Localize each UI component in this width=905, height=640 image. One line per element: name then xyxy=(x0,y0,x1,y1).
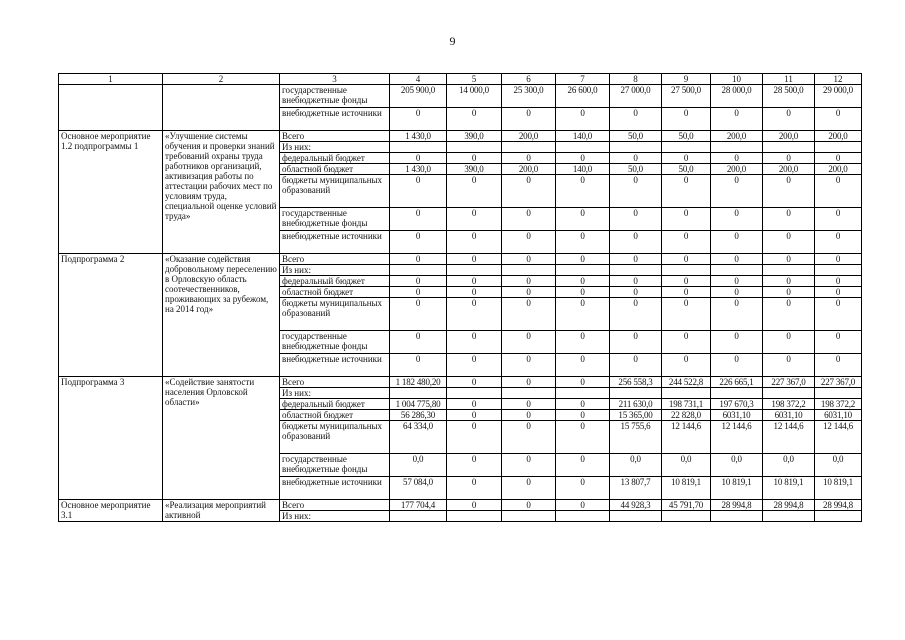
program-name-cell: Подпрограмма 2 xyxy=(59,254,163,377)
amount-cell: 0 xyxy=(610,108,662,131)
amount-cell: 0 xyxy=(447,231,502,254)
amount-cell: 64 334,0 xyxy=(390,421,447,454)
amount-cell xyxy=(763,265,815,276)
program-title-cell: «Улучшение системы обучения и проверки знаний требований охраны труда работников организаций, активизация работы по аттестации рабочих мест по условиям труда, специальной оценке условий труда» xyxy=(163,131,280,254)
amount-cell: 0 xyxy=(390,153,447,164)
amount-cell xyxy=(711,388,763,399)
amount-cell: 0 xyxy=(711,208,763,231)
amount-cell: 0 xyxy=(763,153,815,164)
amount-cell: 0 xyxy=(662,276,711,287)
amount-cell: 6031,10 xyxy=(711,410,763,421)
amount-cell: 0 xyxy=(390,208,447,231)
amount-cell: 0 xyxy=(763,276,815,287)
amount-cell: 0 xyxy=(556,454,610,477)
table-row xyxy=(59,377,862,388)
amount-cell: 28 000,0 xyxy=(711,85,763,108)
amount-cell: 0 xyxy=(815,208,862,231)
amount-cell: 0,0 xyxy=(711,454,763,477)
amount-cell: 198 731,1 xyxy=(662,399,711,410)
amount-cell: 0 xyxy=(447,208,502,231)
table-row xyxy=(59,500,862,511)
amount-cell: 0 xyxy=(815,298,862,331)
amount-cell: 14 000,0 xyxy=(447,85,502,108)
amount-cell: 0 xyxy=(447,377,502,388)
amount-cell xyxy=(763,142,815,153)
amount-cell xyxy=(815,388,862,399)
funding-source-cell: Из них: xyxy=(280,511,390,522)
amount-cell: 0 xyxy=(610,254,662,265)
amount-cell: 0 xyxy=(556,399,610,410)
column-header: 2 xyxy=(163,74,280,85)
amount-cell: 0 xyxy=(763,287,815,298)
column-header: 1 xyxy=(59,74,163,85)
amount-cell xyxy=(610,142,662,153)
amount-cell: 0 xyxy=(390,354,447,377)
amount-cell: 10 819,1 xyxy=(763,477,815,500)
amount-cell: 0 xyxy=(556,276,610,287)
amount-cell: 0 xyxy=(502,231,556,254)
amount-cell: 0 xyxy=(390,231,447,254)
amount-cell: 0 xyxy=(610,231,662,254)
amount-cell: 0 xyxy=(502,354,556,377)
amount-cell: 0 xyxy=(556,108,610,131)
amount-cell: 0 xyxy=(502,208,556,231)
funding-source-cell: федеральный бюджет xyxy=(280,399,390,410)
amount-cell: 0 xyxy=(556,287,610,298)
amount-cell: 28 500,0 xyxy=(763,85,815,108)
amount-cell: 0 xyxy=(447,421,502,454)
funding-source-cell: Из них: xyxy=(280,388,390,399)
amount-cell: 0 xyxy=(815,175,862,208)
amount-cell: 0 xyxy=(556,254,610,265)
amount-cell: 0 xyxy=(556,377,610,388)
amount-cell: 0 xyxy=(447,153,502,164)
amount-cell: 0 xyxy=(502,254,556,265)
funding-source-cell: государственные внебюджетные фонды xyxy=(280,454,390,477)
funding-source-cell: областной бюджет xyxy=(280,287,390,298)
amount-cell: 0 xyxy=(390,175,447,208)
amount-cell: 0 xyxy=(815,108,862,131)
amount-cell: 6031,10 xyxy=(763,410,815,421)
amount-cell: 45 791,70 xyxy=(662,500,711,511)
amount-cell: 0 xyxy=(662,254,711,265)
amount-cell: 0 xyxy=(502,500,556,511)
amount-cell: 0 xyxy=(447,331,502,354)
amount-cell: 1 430,0 xyxy=(390,164,447,175)
amount-cell: 0 xyxy=(815,354,862,377)
amount-cell: 0 xyxy=(662,354,711,377)
amount-cell: 0 xyxy=(763,354,815,377)
amount-cell: 6031,10 xyxy=(815,410,862,421)
amount-cell xyxy=(662,142,711,153)
column-header: 12 xyxy=(815,74,862,85)
funding-source-cell: внебюджетные источники xyxy=(280,231,390,254)
amount-cell: 0 xyxy=(763,208,815,231)
amount-cell: 0 xyxy=(502,377,556,388)
funding-source-cell: государственные внебюджетные фонды xyxy=(280,331,390,354)
program-title-cell: «Содействие занятости населения Орловской области» xyxy=(163,377,280,500)
amount-cell: 27 000,0 xyxy=(610,85,662,108)
amount-cell: 0 xyxy=(662,208,711,231)
amount-cell: 0 xyxy=(711,354,763,377)
amount-cell: 50,0 xyxy=(662,164,711,175)
funding-source-cell: государственные внебюджетные фонды xyxy=(280,85,390,108)
amount-cell: 0 xyxy=(610,208,662,231)
amount-cell: 0 xyxy=(556,410,610,421)
amount-cell: 26 600,0 xyxy=(556,85,610,108)
program-name-cell: Основное мероприятие 1.2 подпрограммы 1 xyxy=(59,131,163,254)
amount-cell: 13 807,7 xyxy=(610,477,662,500)
amount-cell: 200,0 xyxy=(502,131,556,142)
amount-cell: 0 xyxy=(815,153,862,164)
amount-cell: 0,0 xyxy=(610,454,662,477)
amount-cell: 0 xyxy=(610,175,662,208)
amount-cell: 0 xyxy=(711,287,763,298)
table-row xyxy=(59,254,862,265)
amount-cell: 200,0 xyxy=(711,164,763,175)
amount-cell: 0 xyxy=(610,298,662,331)
amount-cell: 0 xyxy=(763,175,815,208)
amount-cell: 0 xyxy=(815,254,862,265)
amount-cell: 12 144,6 xyxy=(763,421,815,454)
amount-cell: 0 xyxy=(556,175,610,208)
amount-cell: 12 144,6 xyxy=(662,421,711,454)
amount-cell: 22 828,0 xyxy=(662,410,711,421)
amount-cell: 0 xyxy=(447,454,502,477)
amount-cell: 0 xyxy=(390,287,447,298)
amount-cell: 0 xyxy=(447,410,502,421)
funding-source-cell: внебюджетные источники xyxy=(280,354,390,377)
funding-source-cell: Всего xyxy=(280,254,390,265)
column-header: 3 xyxy=(280,74,390,85)
amount-cell: 0 xyxy=(815,276,862,287)
amount-cell xyxy=(390,388,447,399)
amount-cell: 15 755,6 xyxy=(610,421,662,454)
funding-source-cell: Всего xyxy=(280,500,390,511)
amount-cell: 0 xyxy=(662,231,711,254)
amount-cell: 0 xyxy=(502,287,556,298)
amount-cell: 0 xyxy=(763,231,815,254)
amount-cell: 0 xyxy=(763,254,815,265)
amount-cell: 0 xyxy=(390,276,447,287)
amount-cell xyxy=(390,142,447,153)
amount-cell: 0 xyxy=(447,276,502,287)
amount-cell: 1 004 775,80 xyxy=(390,399,447,410)
amount-cell: 200,0 xyxy=(711,131,763,142)
amount-cell: 0 xyxy=(502,276,556,287)
amount-cell: 15 365,00 xyxy=(610,410,662,421)
program-title-cell xyxy=(163,85,280,131)
amount-cell: 0 xyxy=(556,421,610,454)
amount-cell: 211 630,0 xyxy=(610,399,662,410)
amount-cell: 0 xyxy=(662,108,711,131)
amount-cell: 0 xyxy=(815,231,862,254)
budget-table xyxy=(58,73,862,522)
amount-cell xyxy=(763,511,815,522)
amount-cell: 0 xyxy=(502,153,556,164)
amount-cell: 140,0 xyxy=(556,131,610,142)
amount-cell: 0 xyxy=(390,254,447,265)
amount-cell: 227 367,0 xyxy=(763,377,815,388)
amount-cell: 0 xyxy=(711,108,763,131)
funding-source-cell: областной бюджет xyxy=(280,164,390,175)
amount-cell: 0 xyxy=(447,500,502,511)
amount-cell: 50,0 xyxy=(662,131,711,142)
amount-cell: 0 xyxy=(502,298,556,331)
amount-cell: 198 372,2 xyxy=(763,399,815,410)
amount-cell: 0 xyxy=(502,454,556,477)
amount-cell: 0 xyxy=(556,500,610,511)
funding-source-cell: бюджеты муниципальных образований xyxy=(280,421,390,454)
funding-source-cell: бюджеты муниципальных образований xyxy=(280,298,390,331)
amount-cell: 1 430,0 xyxy=(390,131,447,142)
amount-cell: 0 xyxy=(610,153,662,164)
amount-cell: 0 xyxy=(447,108,502,131)
amount-cell xyxy=(711,265,763,276)
amount-cell xyxy=(815,142,862,153)
amount-cell: 0 xyxy=(711,231,763,254)
amount-cell: 0 xyxy=(502,175,556,208)
amount-cell xyxy=(815,511,862,522)
amount-cell: 0 xyxy=(815,287,862,298)
amount-cell: 200,0 xyxy=(502,164,556,175)
amount-cell: 50,0 xyxy=(610,131,662,142)
amount-cell: 0 xyxy=(502,331,556,354)
program-title-cell: «Реализация мероприятий активной xyxy=(163,500,280,522)
amount-cell: 0 xyxy=(502,108,556,131)
amount-cell: 0 xyxy=(662,153,711,164)
amount-cell: 1 182 480,20 xyxy=(390,377,447,388)
column-header: 8 xyxy=(610,74,662,85)
amount-cell: 12 144,6 xyxy=(815,421,862,454)
amount-cell xyxy=(815,265,862,276)
amount-cell: 0,0 xyxy=(662,454,711,477)
amount-cell: 0 xyxy=(763,108,815,131)
amount-cell: 0 xyxy=(390,298,447,331)
amount-cell: 227 367,0 xyxy=(815,377,862,388)
amount-cell: 0 xyxy=(556,208,610,231)
amount-cell: 0 xyxy=(610,276,662,287)
amount-cell: 177 704,4 xyxy=(390,500,447,511)
amount-cell: 0 xyxy=(711,175,763,208)
amount-cell xyxy=(390,511,447,522)
amount-cell: 0 xyxy=(447,399,502,410)
funding-source-cell: бюджеты муниципальных образований xyxy=(280,175,390,208)
amount-cell: 10 819,1 xyxy=(711,477,763,500)
table-row xyxy=(59,131,862,142)
amount-cell xyxy=(763,388,815,399)
amount-cell: 198 372,2 xyxy=(815,399,862,410)
amount-cell xyxy=(662,511,711,522)
amount-cell xyxy=(610,388,662,399)
amount-cell: 0 xyxy=(556,354,610,377)
amount-cell: 0 xyxy=(502,477,556,500)
funding-source-cell: Всего xyxy=(280,377,390,388)
amount-cell: 0 xyxy=(556,298,610,331)
amount-cell: 28 994,8 xyxy=(815,500,862,511)
amount-cell: 0 xyxy=(763,298,815,331)
amount-cell: 0 xyxy=(711,276,763,287)
amount-cell: 0 xyxy=(556,331,610,354)
amount-cell: 0 xyxy=(390,108,447,131)
amount-cell xyxy=(610,265,662,276)
table-row xyxy=(59,85,862,108)
amount-cell: 197 670,3 xyxy=(711,399,763,410)
amount-cell: 256 558,3 xyxy=(610,377,662,388)
amount-cell: 200,0 xyxy=(763,164,815,175)
amount-cell: 0 xyxy=(447,477,502,500)
funding-source-cell: федеральный бюджет xyxy=(280,153,390,164)
funding-source-cell: областной бюджет xyxy=(280,410,390,421)
amount-cell: 0 xyxy=(556,231,610,254)
amount-cell: 44 928,3 xyxy=(610,500,662,511)
amount-cell: 140,0 xyxy=(556,164,610,175)
amount-cell: 0 xyxy=(610,331,662,354)
column-header: 10 xyxy=(711,74,763,85)
funding-source-cell: внебюджетные источники xyxy=(280,477,390,500)
funding-source-cell: Из них: xyxy=(280,265,390,276)
amount-cell: 200,0 xyxy=(815,164,862,175)
amount-cell: 0 xyxy=(711,254,763,265)
amount-cell xyxy=(711,511,763,522)
column-header: 5 xyxy=(447,74,502,85)
amount-cell: 0,0 xyxy=(390,454,447,477)
program-name-cell: Подпрограмма 3 xyxy=(59,377,163,500)
funding-source-cell: внебюджетные источники xyxy=(280,108,390,131)
amount-cell xyxy=(390,265,447,276)
column-header: 4 xyxy=(390,74,447,85)
amount-cell xyxy=(556,388,610,399)
amount-cell: 12 144,6 xyxy=(711,421,763,454)
amount-cell: 0 xyxy=(662,287,711,298)
amount-cell: 0 xyxy=(815,331,862,354)
amount-cell: 28 994,8 xyxy=(711,500,763,511)
amount-cell: 10 819,1 xyxy=(815,477,862,500)
amount-cell: 29 000,0 xyxy=(815,85,862,108)
amount-cell xyxy=(556,511,610,522)
amount-cell: 25 300,0 xyxy=(502,85,556,108)
amount-cell xyxy=(610,511,662,522)
amount-cell: 0 xyxy=(662,175,711,208)
column-header: 6 xyxy=(502,74,556,85)
amount-cell: 27 500,0 xyxy=(662,85,711,108)
amount-cell: 0 xyxy=(662,298,711,331)
amount-cell: 0,0 xyxy=(763,454,815,477)
funding-source-cell: федеральный бюджет xyxy=(280,276,390,287)
program-name-cell: Основное мероприятие 3.1 xyxy=(59,500,163,522)
amount-cell: 0 xyxy=(556,477,610,500)
amount-cell: 390,0 xyxy=(447,131,502,142)
page-number: 9 xyxy=(449,34,456,48)
amount-cell: 0 xyxy=(610,287,662,298)
header-row xyxy=(59,74,862,85)
column-header: 9 xyxy=(662,74,711,85)
amount-cell: 0 xyxy=(556,153,610,164)
amount-cell: 0 xyxy=(447,287,502,298)
amount-cell xyxy=(662,265,711,276)
amount-cell: 0,0 xyxy=(815,454,862,477)
amount-cell xyxy=(556,142,610,153)
amount-cell: 0 xyxy=(502,421,556,454)
amount-cell: 0 xyxy=(390,331,447,354)
amount-cell: 0 xyxy=(610,354,662,377)
amount-cell: 205 900,0 xyxy=(390,85,447,108)
amount-cell: 0 xyxy=(711,153,763,164)
amount-cell xyxy=(556,265,610,276)
amount-cell: 0 xyxy=(763,331,815,354)
amount-cell xyxy=(502,142,556,153)
amount-cell: 390,0 xyxy=(447,164,502,175)
funding-source-cell: Всего xyxy=(280,131,390,142)
amount-cell: 0 xyxy=(447,254,502,265)
amount-cell xyxy=(447,265,502,276)
amount-cell xyxy=(662,388,711,399)
funding-source-cell: государственные внебюджетные фонды xyxy=(280,208,390,231)
amount-cell: 28 994,8 xyxy=(763,500,815,511)
amount-cell: 0 xyxy=(662,331,711,354)
amount-cell xyxy=(502,265,556,276)
amount-cell xyxy=(447,511,502,522)
column-header: 7 xyxy=(556,74,610,85)
program-name-cell xyxy=(59,85,163,131)
amount-cell: 0 xyxy=(447,175,502,208)
funding-source-cell: Из них: xyxy=(280,142,390,153)
amount-cell: 200,0 xyxy=(815,131,862,142)
amount-cell xyxy=(447,142,502,153)
amount-cell xyxy=(502,511,556,522)
amount-cell: 0 xyxy=(711,298,763,331)
amount-cell: 56 286,30 xyxy=(390,410,447,421)
amount-cell: 0 xyxy=(502,399,556,410)
amount-cell: 200,0 xyxy=(763,131,815,142)
amount-cell: 57 084,0 xyxy=(390,477,447,500)
amount-cell: 0 xyxy=(447,298,502,331)
column-header: 11 xyxy=(763,74,815,85)
amount-cell: 10 819,1 xyxy=(662,477,711,500)
amount-cell: 244 522,8 xyxy=(662,377,711,388)
amount-cell xyxy=(447,388,502,399)
amount-cell xyxy=(711,142,763,153)
amount-cell: 226 665,1 xyxy=(711,377,763,388)
program-title-cell: «Оказание содействия добровольному переселению в Орловскую область соотечественников, проживающих за рубежом, на 2014 год» xyxy=(163,254,280,377)
amount-cell: 0 xyxy=(447,354,502,377)
amount-cell: 0 xyxy=(711,331,763,354)
amount-cell: 50,0 xyxy=(610,164,662,175)
amount-cell: 0 xyxy=(502,410,556,421)
amount-cell xyxy=(502,388,556,399)
